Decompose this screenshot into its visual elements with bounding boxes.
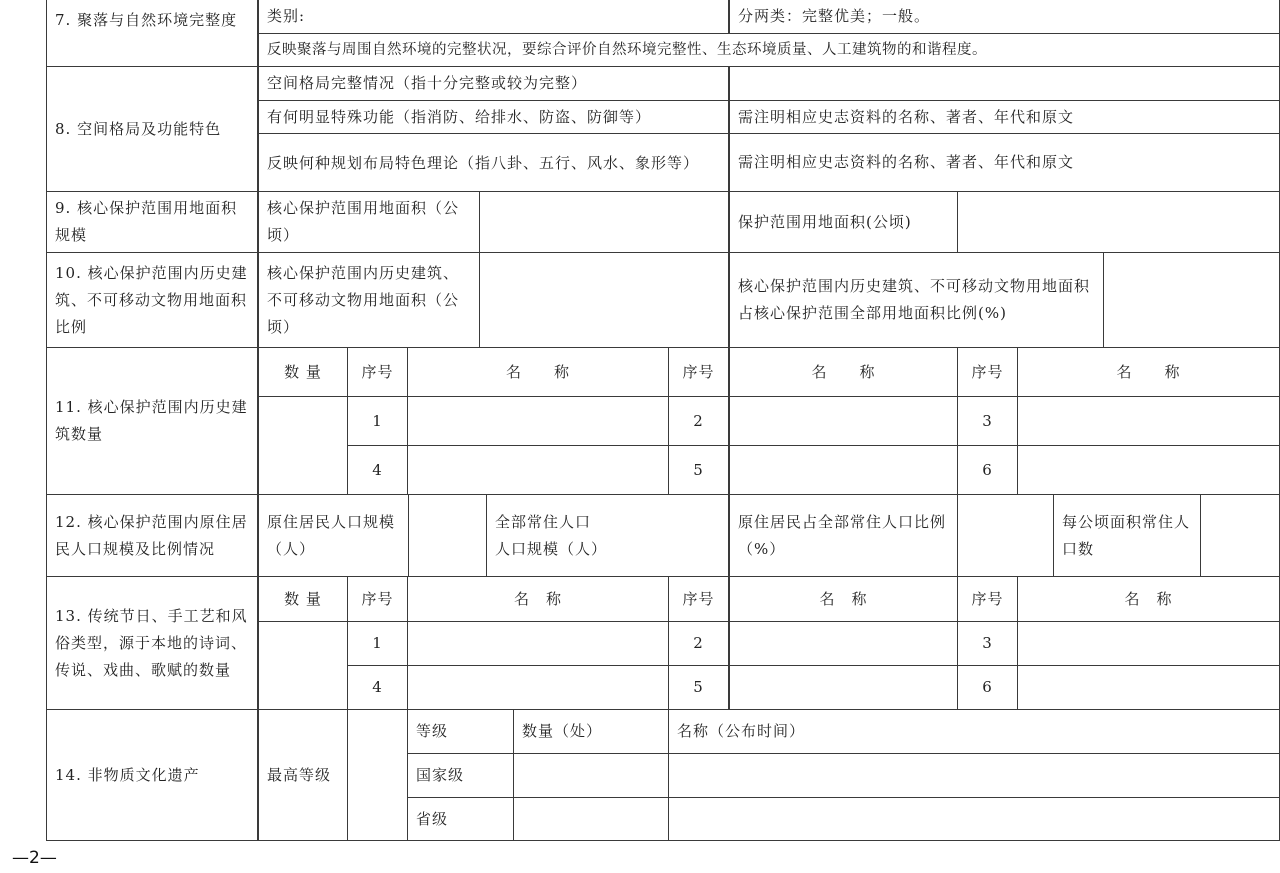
r13-name-header-2: 名 称 xyxy=(729,576,958,622)
r13-label: 13. 传统节日、手工艺和风俗类型，源于本地的诗词、传说、戏曲、歌赋的数量 xyxy=(46,576,258,710)
r11-name-header-2: 名 称 xyxy=(729,347,958,397)
r14-label: 14. 非物质文化遗产 xyxy=(46,709,258,841)
r11-seq-1: 1 xyxy=(347,396,408,446)
r7-category-options: 分两类：完整优美；一般。 xyxy=(729,0,1280,34)
r11-label: 11. 核心保护范围内历史建筑数量 xyxy=(46,347,258,495)
r12-native-pop-label: 原住居民人口规模（人） xyxy=(258,494,409,577)
r11-name-1[interactable] xyxy=(407,396,669,446)
r12-native-pop-value[interactable] xyxy=(408,494,487,577)
r8-layout-integrity: 空间格局完整情况（指十分完整或较为完整） xyxy=(258,66,729,101)
r12-density-label: 每公顷面积常住人口数 xyxy=(1053,494,1201,577)
r14-quantity-header: 数量（处） xyxy=(513,709,669,754)
r13-seq-2: 2 xyxy=(668,621,729,666)
r13-name-6[interactable] xyxy=(1017,665,1280,710)
r11-seq-4: 4 xyxy=(347,445,408,495)
r10-label: 10. 核心保护范围内历史建筑、不可移动文物用地面积比例 xyxy=(46,252,258,348)
r8-planning-theory-note: 需注明相应史志资料的名称、著者、年代和原文 xyxy=(729,133,1280,192)
r10-area-value[interactable] xyxy=(479,252,729,348)
r12-total-pop-label: 全部常住人口 人口规模（人） xyxy=(486,494,729,577)
r9-core-area-value[interactable] xyxy=(479,191,729,253)
r9-core-area-label: 核心保护范围用地面积（公顷） xyxy=(258,191,480,253)
r9-protect-area-label: 保护范围用地面积(公顷) xyxy=(729,191,958,253)
r13-seq-3: 3 xyxy=(957,621,1018,666)
r11-name-3[interactable] xyxy=(1017,396,1280,446)
r13-seq-4: 4 xyxy=(347,665,408,710)
r13-seq-header-1: 序号 xyxy=(347,576,408,622)
r12-density-value[interactable] xyxy=(1200,494,1280,577)
r11-seq-header-3: 序号 xyxy=(957,347,1018,397)
r13-seq-1: 1 xyxy=(347,621,408,666)
r11-seq-6: 6 xyxy=(957,445,1018,495)
r8-special-function-note: 需注明相应史志资料的名称、著者、年代和原文 xyxy=(729,100,1280,134)
r14-provincial-label: 省级 xyxy=(407,797,514,841)
r13-seq-header-3: 序号 xyxy=(957,576,1018,622)
r11-seq-2: 2 xyxy=(668,396,729,446)
r14-level-header: 等级 xyxy=(407,709,514,754)
r11-name-2[interactable] xyxy=(729,396,958,446)
r14-provincial-quantity[interactable] xyxy=(513,797,669,841)
r12-label: 12. 核心保护范围内原住居民人口规模及比例情况 xyxy=(46,494,258,577)
r7-category-label: 类别: xyxy=(258,0,729,34)
r13-seq-5: 5 xyxy=(668,665,729,710)
r8-label: 8. 空间格局及功能特色 xyxy=(46,66,258,192)
r14-national-quantity[interactable] xyxy=(513,753,669,798)
r10-ratio-label: 核心保护范围内历史建筑、不可移动文物用地面积占核心保护范围全部用地面积比例(%) xyxy=(729,252,1104,348)
r13-name-3[interactable] xyxy=(1017,621,1280,666)
r12-native-ratio-value[interactable] xyxy=(957,494,1054,577)
r14-top-level-label: 最高等级 xyxy=(258,709,348,841)
r14-provincial-name[interactable] xyxy=(668,797,1280,841)
r13-name-1[interactable] xyxy=(407,621,669,666)
r11-seq-header-2: 序号 xyxy=(668,347,729,397)
r13-name-header-1: 名 称 xyxy=(407,576,669,622)
r13-name-5[interactable] xyxy=(729,665,958,710)
r13-name-header-3: 名 称 xyxy=(1017,576,1280,622)
r10-ratio-value[interactable] xyxy=(1103,252,1280,348)
r11-seq-header-1: 序号 xyxy=(347,347,408,397)
r11-name-4[interactable] xyxy=(407,445,669,495)
r11-name-5[interactable] xyxy=(729,445,958,495)
r9-label: 9. 核心保护范围用地面积规模 xyxy=(46,191,258,253)
r13-count-value[interactable] xyxy=(258,621,348,710)
r13-name-4[interactable] xyxy=(407,665,669,710)
r13-seq-header-2: 序号 xyxy=(668,576,729,622)
r14-top-level-value[interactable] xyxy=(347,709,408,841)
r14-national-name[interactable] xyxy=(668,753,1280,798)
r14-national-label: 国家级 xyxy=(407,753,514,798)
r11-count-header: 数 量 xyxy=(258,347,348,397)
r11-name-header-3: 名 称 xyxy=(1017,347,1280,397)
r14-name-time-header: 名称（公布时间） xyxy=(668,709,1280,754)
r11-seq-5: 5 xyxy=(668,445,729,495)
r7-description: 反映聚落与周围自然环境的完整状况，要综合评价自然环境完整性、生态环境质量、人工建筑物的和谐程度。 xyxy=(258,33,1280,67)
r8-layout-integrity-value[interactable] xyxy=(729,66,1280,101)
page-number: —2— xyxy=(12,848,57,868)
r9-protect-area-value[interactable] xyxy=(957,191,1280,253)
r13-count-header: 数 量 xyxy=(258,576,348,622)
r8-planning-theory: 反映何种规划布局特色理论（指八卦、五行、风水、象形等） xyxy=(258,133,729,192)
r11-name-header-1: 名 称 xyxy=(407,347,669,397)
r11-name-6[interactable] xyxy=(1017,445,1280,495)
r10-area-label: 核心保护范围内历史建筑、不可移动文物用地面积（公顷） xyxy=(258,252,480,348)
r13-name-2[interactable] xyxy=(729,621,958,666)
r11-seq-3: 3 xyxy=(957,396,1018,446)
r12-native-ratio-label: 原住居民占全部常住人口比例（%） xyxy=(729,494,958,577)
r7-label: 7. 聚落与自然环境完整度 xyxy=(46,0,258,67)
r11-count-value[interactable] xyxy=(258,396,348,495)
r13-seq-6: 6 xyxy=(957,665,1018,710)
r8-special-function: 有何明显特殊功能（指消防、给排水、防盗、防御等） xyxy=(258,100,729,134)
